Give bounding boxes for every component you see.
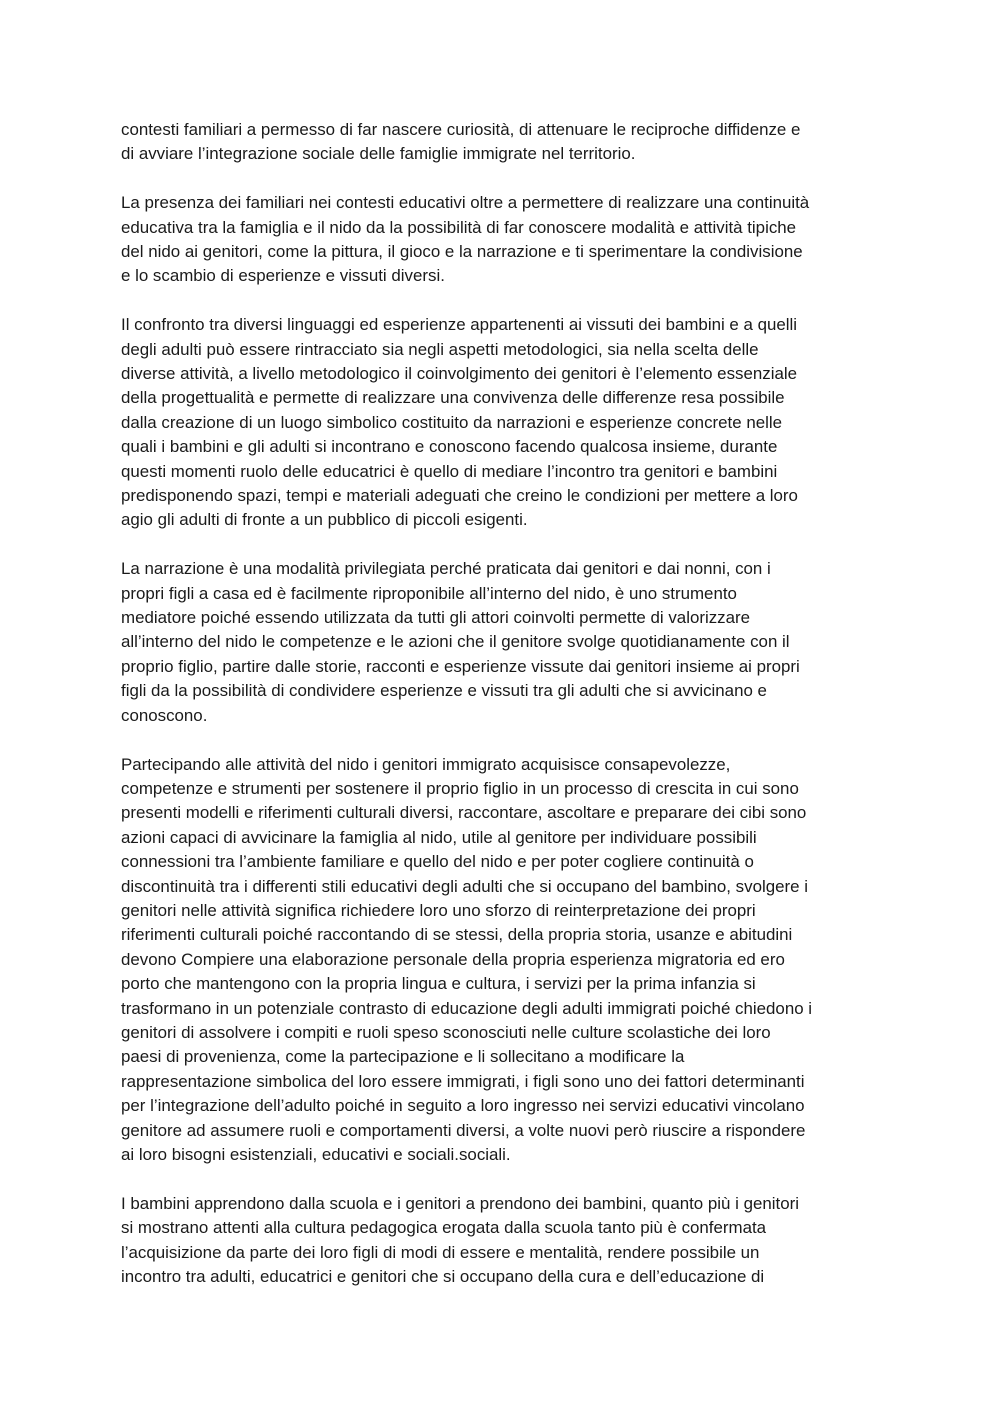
- paragraph: [121, 191, 881, 289]
- text-line: Il confronto tra diversi linguaggi ed esperienze appartenenti ai vissuti dei bambini e a quelli: [121, 315, 798, 335]
- paragraph: [121, 753, 881, 1168]
- paragraph: [121, 557, 881, 728]
- document-body: [121, 118, 881, 1314]
- text-line: di avviare l’integrazione sociale delle famiglie immigrate nel territorio.: [121, 144, 636, 164]
- text-line: l’acquisizione da parte dei loro figli di modi di essere e mentalità, rendere possibile un: [121, 1242, 760, 1262]
- text-line: degli adulti può essere rintracciato sia negli aspetti metodologici, sia nella scelta delle: [121, 339, 759, 359]
- text-line: porto che mantengono con la propria lingua e cultura, i servizi per la prima infanzia si: [121, 974, 756, 994]
- text-line: predisponendo spazi, tempi e materiali adeguati che creino le condizioni per mettere a loro: [121, 486, 798, 506]
- text-line: genitore ad assumere ruoli e comportamenti diversi, a volte nuovi però riuscire a rispondere: [121, 1120, 806, 1140]
- text-line: per l’integrazione dell’adulto poiché in seguito a loro ingresso nei servizi educativi vincolano: [121, 1096, 805, 1116]
- text-line: incontro tra adulti, educatrici e genitori che si occupano della cura e dell’educazione di: [121, 1267, 765, 1287]
- text-line: quali i bambini e gli adulti si incontrano e conoscono facendo qualcosa insieme, durante: [121, 437, 778, 457]
- text-line: riferimenti culturali poiché raccontando di se stessi, della propria storia, usanze e abitudini: [121, 925, 793, 945]
- text-line: dalla creazione di un luogo simbolico costituito da narrazioni e esperienze concrete nelle: [121, 412, 783, 432]
- text-line: connessioni tra l’ambiente familiare e quello del nido e per poter cogliere continuità o: [121, 852, 754, 872]
- text-line: mediatore poiché essendo utilizzata da tutti gli attori coinvolti permette di valorizzare: [121, 608, 751, 628]
- text-line: paesi di provenienza, come la partecipazione e li sollecitano a modificare la: [121, 1047, 685, 1067]
- text-line: del nido ai genitori, come la pittura, il gioco e la narrazione e ti sperimentare la condivisione: [121, 242, 803, 262]
- text-line: agio gli adulti di fronte a un pubblico di piccoli esigenti.: [121, 510, 528, 530]
- text-line: genitori nelle attività significa richiedere loro uno sforzo di reinterpretazione dei propri: [121, 900, 756, 920]
- text-line: si mostrano attenti alla cultura pedagogica erogata dalla scuola tanto più è confermata: [121, 1218, 767, 1238]
- text-line: I bambini apprendono dalla scuola e i genitori a prendono dei bambini, quanto più i genitori: [121, 1193, 799, 1213]
- text-line: Partecipando alle attività del nido i genitori immigrato acquisisce consapevolezze,: [121, 754, 731, 774]
- text-line: figli da la possibilità di condividere esperienze e vissuti tra gli adulti che si avvicinano e: [121, 681, 767, 701]
- text-line: rappresentazione simbolica del loro essere immigrati, i figli sono uno dei fattori determinanti: [121, 1071, 805, 1091]
- text-line: competenze e strumenti per sostenere il proprio figlio in un processo di crescita in cui sono: [121, 778, 799, 798]
- paragraph: [121, 118, 881, 167]
- text-line: e lo scambio di esperienze e vissuti diversi.: [121, 266, 445, 286]
- text-line: azioni capaci di avvicinare la famiglia al nido, utile al genitore per individuare possibili: [121, 827, 757, 847]
- text-line: all’interno del nido le competenze e le azioni che il genitore svolge quotidianamente con il: [121, 632, 790, 652]
- text-line: devono Compiere una elaborazione personale della propria esperienza migratoria ed ero: [121, 949, 785, 969]
- text-line: educativa tra la famiglia e il nido da la possibilità di far conoscere modalità e attività tipiche: [121, 217, 797, 237]
- text-line: diverse attività, a livello metodologico il coinvolgimento dei genitori è l’elemento essenziale: [121, 364, 797, 384]
- text-line: presenti modelli e riferimenti culturali diversi, raccontare, ascoltare e preparare dei cibi sono: [121, 803, 807, 823]
- paragraph: [121, 313, 881, 533]
- text-line: della progettualità e permette di realizzare una convivenza delle differenze resa possibile: [121, 388, 785, 408]
- text-line: proprio figlio, partire dalle storie, racconti e esperienze vissute dai genitori insieme ai propri: [121, 656, 800, 676]
- text-line: La presenza dei familiari nei contesti educativi oltre a permettere di realizzare una continuità: [121, 193, 810, 213]
- paragraph: [121, 1192, 881, 1290]
- text-line: questi momenti ruolo delle educatrici è quello di mediare l’incontro tra genitori e bambini: [121, 461, 778, 481]
- text-line: ai loro bisogni esistenziali, educativi e sociali.sociali.: [121, 1145, 511, 1164]
- text-line: contesti familiari a permesso di far nascere curiosità, di attenuare le reciproche diffidenze e: [121, 120, 801, 139]
- text-line: genitori di assolvere i compiti e ruoli speso sconosciuti nelle culture scolastiche dei loro: [121, 1022, 771, 1042]
- text-line: conoscono.: [121, 705, 208, 725]
- text-line: propri figli a casa ed è facilmente riproponibile all’interno del nido, è uno strumento: [121, 583, 737, 603]
- text-line: trasformano in un potenziale contrasto di educazione degli adulti immigrati poiché chiedono i: [121, 998, 813, 1018]
- text-line: discontinuità tra i differenti stili educativi degli adulti che si occupano del bambino, svolgere i: [121, 876, 808, 896]
- text-line: La narrazione è una modalità privilegiata perché praticata dai genitori e dai nonni, con i: [121, 559, 771, 579]
